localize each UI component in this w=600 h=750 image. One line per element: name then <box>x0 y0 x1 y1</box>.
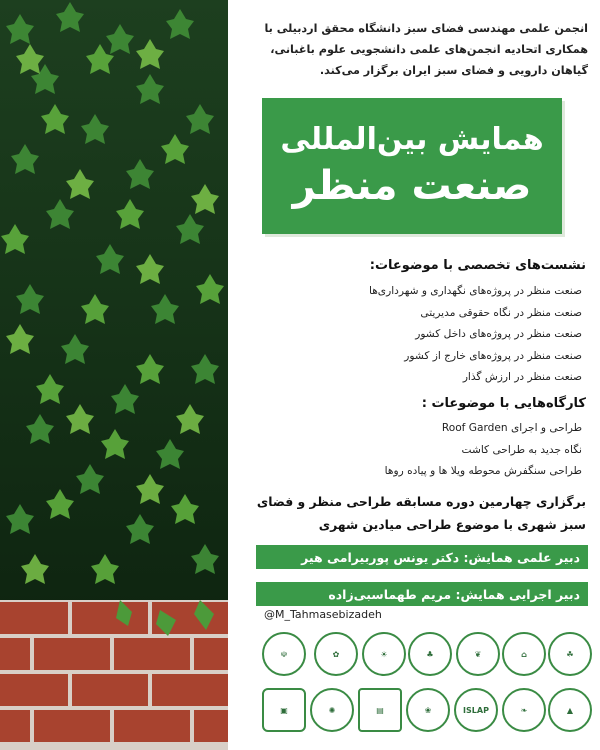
research-institute-logo-icon: ▣ <box>262 688 306 732</box>
title-line-1: همایش بین‌المللی <box>280 122 544 157</box>
workshops-heading: کارگاه‌هایی با موضوعات : <box>421 396 586 411</box>
conference-title-box <box>262 98 562 234</box>
plant-logo-icon: ❧ <box>502 688 546 732</box>
list-item: صنعت منظر در نگاه حقوقی مدیریتی <box>420 306 582 319</box>
islap-logo: ISLAP <box>454 688 498 732</box>
executive-secretary-bar: دبیر اجرایی همایش: مریم طهماسبی‌زاده <box>256 582 588 606</box>
tree-logo-icon: ♣ <box>408 632 452 676</box>
pine-tree-logo-icon: ▲ <box>548 688 592 732</box>
workshops-list <box>262 418 582 483</box>
title-line-2: صنعت منظر <box>292 163 532 209</box>
sessions-list <box>262 281 582 389</box>
ministry-logo-icon: ✿ <box>314 632 358 676</box>
flower-logo-icon: ❀ <box>406 688 450 732</box>
list-item: صنعت منظر در پروژه‌های خارج از کشور <box>404 349 582 362</box>
contest-text: برگزاری چهارمین دوره مسابقه طراحی منظر و فضای سبز شهری با موضوع طراحی میادین شهری <box>256 494 586 532</box>
book-logo-icon: ▤ <box>358 688 402 732</box>
instagram-handle: @M_Tahmasebizadeh <box>264 608 382 621</box>
sun-logo-icon: ☀ <box>362 632 406 676</box>
list-item: نگاه جدید به طراحی کاشت <box>461 443 582 456</box>
list-item: صنعت منظر در پروژه‌های نگهداری و شهرداری‌ها <box>368 285 582 297</box>
university-emblem-icon: ☫ <box>262 632 306 676</box>
list-item: صنعت منظر در ارزش گذار <box>462 371 582 383</box>
ivy-wall-photo <box>0 0 228 750</box>
list-item: طراحی سنگفرش محوطه ویلا ها و پیاده روها <box>384 465 582 477</box>
ivy-leaves-illustration <box>0 0 228 600</box>
scientific-secretary-bar: دبیر علمی همایش: دکتر یونس پوربیرامی هیر <box>256 545 588 569</box>
intro-text: انجمن علمی مهندسی فضای سبز دانشگاه محقق اردبیلی با همکاری اتحادیه انجمن‌های علمی دانشجویی علوم باغبانی، گیاهان دارویی و فضای سبز ایران برگزار می‌کند. <box>264 22 588 77</box>
sponsor-logos <box>262 630 592 742</box>
sessions-heading: نشست‌های تخصصی با موضوعات: <box>369 258 586 273</box>
association-logo-icon: ⌂ <box>502 632 546 676</box>
list-item: صنعت منظر در پروژه‌های داخل کشور <box>415 328 582 340</box>
list-item: طراحی و اجرای Roof Garden <box>441 422 582 434</box>
green-circle-logo-icon: ☘ <box>548 632 592 676</box>
seal-logo-icon: ✺ <box>310 688 354 732</box>
brick-wall <box>0 600 228 750</box>
leaf-logo-icon: ❦ <box>456 632 500 676</box>
